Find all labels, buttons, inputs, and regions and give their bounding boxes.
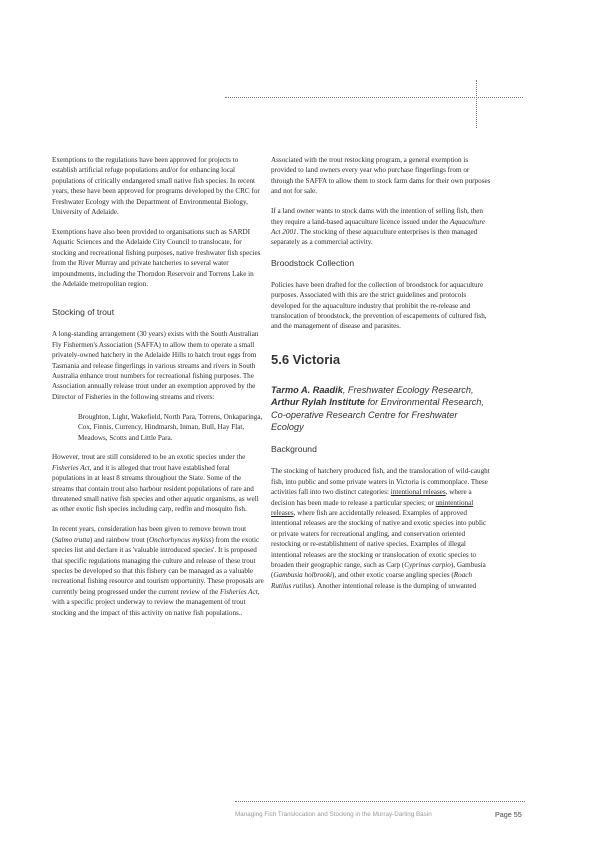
paragraph: Exemptions have also been provided to organisations such as SARDI Aquatic Sciences and the Adelaide City Council to translocate, for stocking and recreational fishing purposes, native freshwater fish species from the River Murray and private hatcheries to several water impoundments, including the Thorndon Reservoir and Torrens Lake in the Adelaide metropolitan region. [52,227,261,288]
paragraph: If a land owner wants to stock dams with the intention of selling fish, then they require a land-based aquaculture licence issued under the Aquaculture Act 2001. The stocking of these aquaculture enterprises is then managed separately as a commercial activity. [271,207,486,247]
author-credits: Tarmo A. Raadik, Freshwater Ecology Research, Arthur Rylah Institute for Environmental Research, Co-operative Research Centre for Freshwater Ecology [271,384,484,432]
paragraph: A long-standing arrangement (30 years) exists with the South Australian Fly Fishermen's Association (SAFFA) to allow them to operate a small privately-owned hatchery in the Adelaide Hills to hatch trout eggs from Tasmania and release fingerlings in various streams and rivers in South Australia enhance trout numbers for recreational fishing purposes. The Association annually release trout under an exemption approved by the Director of Fisheries in the following streams and rivers: [52,330,259,401]
heading-background: Background [271,444,317,455]
heading-stocking-of-trout: Stocking of trout [52,307,115,318]
paragraph: Associated with the trout restocking program, a general exemption is provided to land owners every year who purchase fingerlings from or through the SAFFA to allow them to stock farm dams for their own purposes and not for sale. [271,156,491,196]
right-column [271,155,491,601]
paragraph: Policies have been drafted for the collection of broodstock for aquaculture purposes. Associated with this are the strict guidelines and protocols developed for the aquaculture industry that prohibit the re-release and translocation of broodstock, the prevention of escapements of cultured fish, and the management of disease and parasites. [271,280,487,331]
footer-dotted-rule [235,801,525,802]
page-number: Page 55 [495,810,522,819]
section-title: 5.6 Victoria [271,351,341,367]
paragraph: Exemptions to the regulations have been approved for projects to establish artificial refuge populations and/or for enhancing local populations of critically endangered small native fish species. In recent years, these have been approved for programs developed by the CRC for Freshwater Ecology with the Department of Environmental Biology, University of Adelaide. [52,156,260,217]
footer-title: Managing Fish Translocation and Stocking in the Murray-Darling Basin [235,811,432,818]
left-column [52,155,264,628]
paragraph: In recent years, consideration has been given to remove brown trout (Salmo trutta) and rainbow trout (Onchorhyncus mykiss) from the exotic species list and declare it as 'valuable introduced species'. It is proposed that specific regulations managing the culture and release of these trout species be developed so that this fishery can be managed as a valuable recreational fishing resource and tourism opportunity. These proposals are currently being progressed under the current review of the Fisheries Act, with a specific project underway to review the management of trout stocking and the impact of this activity on native fish populations.. [52,525,264,617]
header-dotted-rule [225,97,523,98]
paragraph: The stocking of hatchery produced fish, and the translocation of wild-caught fish, into public and some private waters in Victoria is commonplace. These activities fall into two distinct categories: intentional releases, where a decision has been made to release a particular species; or unintentional releases, where fish are accidentally released. Examples of approved intentional releases are the stocking of native and exotic species into public or private waters for recreational angling, and conservation oriented restocking or re-establishment of native species. Examples of illegal intentional releases are the stocking or translocation of exotic species to broaden their geographic range, such as Carp (Cyprinus carpio), Gambusia (Gambusia holbrooki), and other exotic coarse angling species (Roach Rutilus rutilus). Another intentional release is the dumping of unwanted [271,467,490,590]
heading-broodstock-collection: Broodstock Collection [271,257,355,268]
rivers-list: Broughton, Light, Wakefield, North Para, Torrens, Onkaparinga, Cox, Finnis, Currency, Hindmarsh, Inman, Bull, Hay Flat, Meadows, Scotts and Little Para. [78,412,263,442]
header-dotted-vertical [476,80,477,128]
paragraph: However, trout are still considered to be an exotic species under the Fisheries Act, and it is alleged that trout have established feral populations in at least 8 streams throughout the State. Some of the streams that contain trout also harbour resident populations of rare and threatened small native fish species and other aquatic organisms, as well as other exotic fish species including carp, redfin and mosquito fish. [52,453,259,514]
